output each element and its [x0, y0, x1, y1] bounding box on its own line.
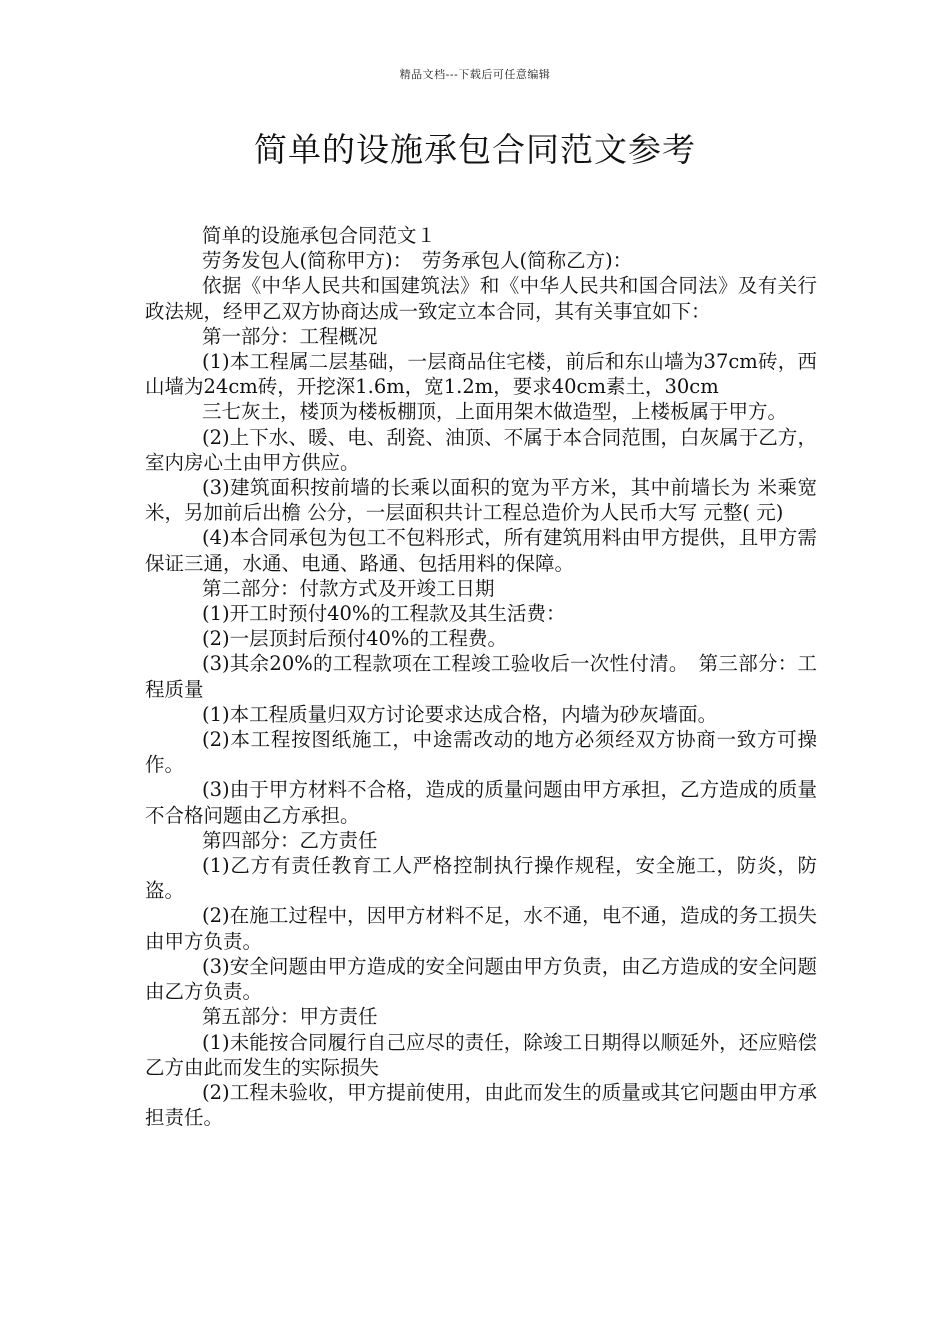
clause-paragraph: (2)一层顶封后预付40%的工程费。	[202, 627, 507, 651]
clause-paragraph: (3)建筑面积按前墙的长乘以面积的宽为平方米，其中前墙长为 米乘宽 米，另加前后出檐 公分，一层面积共计工程总造价为人民币大写 元整( 元)	[145, 476, 817, 525]
clause-paragraph: (1)本工程属二层基础，一层商品住宅楼，前后和东山墙为37cm砖，西山墙为24cm砖，开挖深1.6m，宽1.2m，要求40cm素土，30cm	[145, 350, 817, 399]
clause-paragraph: (3)由于甲方材料不合格，造成的质量问题由甲方承担，乙方造成的质量不合格问题由乙方承担。	[145, 778, 817, 827]
document-body	[145, 223, 817, 1130]
part-heading: 第四部分：乙方责任	[202, 828, 378, 852]
section-heading: 简单的设施承包合同范文１	[202, 224, 437, 247]
party-line: 劳务发包人(简称甲方)： 劳务承包人(简称乙方)：	[202, 249, 633, 273]
clause-paragraph: (4)本合同承包为包工不包料形式，所有建筑用料由甲方提供，且甲方需保证三通，水通、电通、路通、包括用料的保障。	[145, 526, 817, 575]
clause-paragraph: (3)其余20%的工程款项在工程竣工验收后一次性付清。 第三部分：工程质量	[145, 652, 817, 701]
part-heading: 第一部分：工程概况	[202, 324, 378, 348]
clause-paragraph: (2)在施工过程中，因甲方材料不足，水不通，电不通，造成的务工损失由甲方负责。	[145, 904, 817, 953]
clause-paragraph: (2)上下水、暖、电、刮瓷、油顶、不属于本合同范围，白灰属于乙方，室内房心土由甲方供应。	[145, 425, 817, 474]
clause-paragraph: (1)开工时预付40%的工程款及其生活费：	[202, 602, 566, 626]
document-title: 简单的设施承包合同范文参考	[254, 130, 696, 169]
clause-paragraph: (3)安全问题由甲方造成的安全问题由甲方负责，由乙方造成的安全问题由乙方负责。	[145, 954, 817, 1004]
clause-paragraph: (1)乙方有责任教育工人严格控制执行操作规程，安全施工，防炎，防盗。	[145, 854, 817, 903]
clause-paragraph: (2)工程未验收，甲方提前使用，由此而发生的质量或其它问题由甲方承担责任。	[145, 1080, 817, 1130]
clause-paragraph: 三七灰土，楼顶为楼板棚顶，上面用架木做造型，上楼板属于甲方。	[202, 400, 788, 424]
part-heading: 第二部分：付款方式及开竣工日期	[202, 576, 495, 600]
clause-paragraph: (2)本工程按图纸施工，中途需改动的地方必须经双方协商一致方可操作。	[145, 728, 817, 777]
part-heading: 第五部分：甲方责任	[202, 1005, 378, 1029]
clause-paragraph: (1)本工程质量归双方讨论要求达成合格，内墙为砂灰墙面。	[202, 702, 718, 726]
preamble-paragraph: 依据《中华人民共和国建筑法》和《中华人民共和国合同法》及有关行政法规，经甲乙双方协商达成一致定立本合同，其有关事宜如下：	[145, 274, 817, 323]
page-header: 精品文档---下载后可任意编辑	[399, 68, 551, 81]
clause-paragraph: (1)未能按合同履行自己应尽的责任，除竣工日期得以顺延外，还应赔偿乙方由此而发生的实际损失	[145, 1030, 817, 1079]
